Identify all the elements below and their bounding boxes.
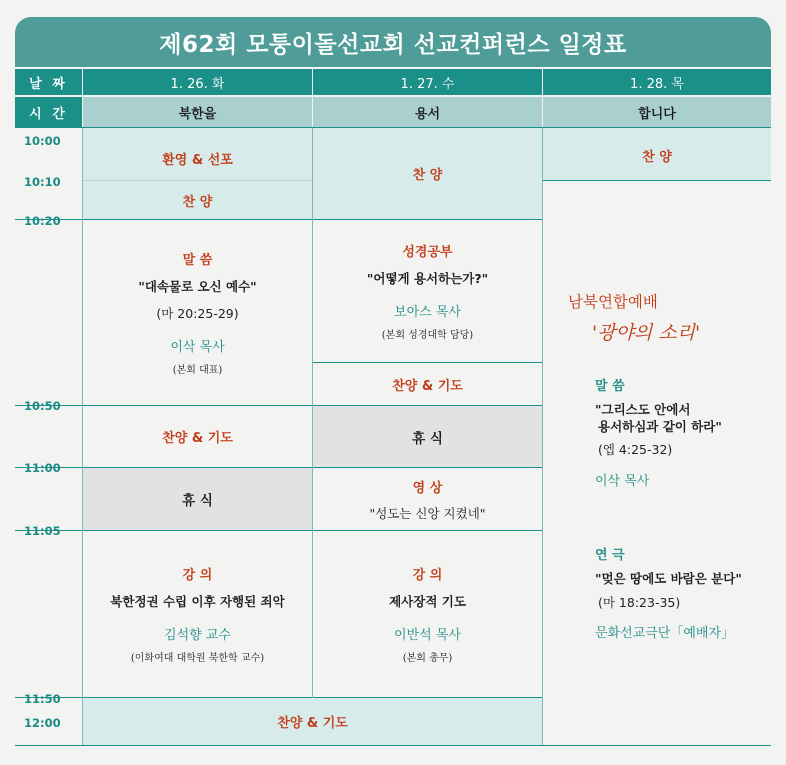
day2-praise-label: 찬 양 xyxy=(412,168,443,183)
day1-date: 1. 26. 화 xyxy=(83,69,312,95)
day1-word-title: "대속물로 오신 예수" xyxy=(138,279,257,294)
time-label: 11:00 xyxy=(24,461,61,475)
day2-theme: 용서 xyxy=(313,97,542,127)
day2-rest xyxy=(313,406,542,467)
day2-lecture-role: (본회 총무) xyxy=(402,653,453,664)
day1-word-role: (본회 대표) xyxy=(172,365,223,376)
time-label: 11:05 xyxy=(24,524,61,538)
day3-date: 1. 28. 목 xyxy=(543,69,771,95)
day2-rest-label: 휴 식 xyxy=(412,430,443,447)
day2-video-title: "성도는 신앙 지켰네" xyxy=(369,505,486,521)
day3-theme: 합니다 xyxy=(543,97,771,127)
time-label: 12:00 xyxy=(24,716,61,730)
day1-word-session xyxy=(83,220,312,405)
day3-drama-title: "멎은 땅에도 바람은 분다" xyxy=(595,571,742,586)
day1-lecture-label: 강 의 xyxy=(182,568,213,583)
grid-line xyxy=(15,745,771,746)
day1-word-label: 말 씀 xyxy=(182,253,213,268)
day2-study-label: 성경공부 xyxy=(402,245,453,260)
day3-word-ref: (엡 4:25-32) xyxy=(598,442,673,457)
time-label: 10:20 xyxy=(24,214,61,228)
day2-lecture-title: 제사장적 기도 xyxy=(389,594,466,609)
day2-praise-prayer-label: 찬양 & 기도 xyxy=(392,378,463,394)
day1-lecture-title: 북한정권 수립 이후 자행된 죄악 xyxy=(110,594,285,609)
day2-lecture-label: 강 의 xyxy=(412,568,443,583)
date-header-label: 날 짜 xyxy=(15,69,82,95)
day1-praise xyxy=(83,182,312,218)
day2-video xyxy=(313,468,542,530)
grid-line xyxy=(542,128,543,745)
day2-praise-prayer xyxy=(313,363,542,405)
day3-drama-label: 연 극 xyxy=(595,548,625,563)
day3-word-speaker: 이삭 목사 xyxy=(595,474,650,489)
day3-praise xyxy=(543,140,771,170)
day1-rest-label: 휴 식 xyxy=(182,493,213,509)
day2-praise xyxy=(313,128,542,219)
day1-lecture-role: (이화여대 대학원 북한학 교수) xyxy=(130,653,265,664)
day2-lecture-session xyxy=(313,531,542,697)
day1-welcome xyxy=(83,140,312,176)
day1-praise-label: 찬 양 xyxy=(182,194,213,210)
day2-date: 1. 27. 수 xyxy=(313,69,542,95)
closing-label: 찬양 & 기도 xyxy=(277,716,348,731)
page-title: 제62회 모퉁이돌선교회 선교컨퍼런스 일정표 xyxy=(15,17,771,67)
day1-theme: 북한을 xyxy=(83,97,312,127)
day3-worship-subtitle: '광야의 소리' xyxy=(592,322,701,344)
day1-welcome-label: 환영 & 선포 xyxy=(162,152,233,168)
time-label: 10:00 xyxy=(24,134,61,148)
time-label: 10:50 xyxy=(24,399,61,413)
day1-praise-prayer-label: 찬양 & 기도 xyxy=(162,431,233,446)
day3-drama-ref: (마 18:23-35) xyxy=(598,595,681,610)
time-label: 11:50 xyxy=(24,692,61,706)
day3-drama-group: 문화선교극단「예배자」 xyxy=(595,626,735,641)
day1-lecture-session xyxy=(83,531,312,697)
day1-word-ref: (마 20:25-29) xyxy=(156,306,239,321)
day1-praise-prayer xyxy=(83,406,312,467)
day3-word-title-1: "그리스도 안에서 xyxy=(595,402,691,417)
time-label: 10:10 xyxy=(24,175,61,189)
grid-line xyxy=(83,180,312,181)
day2-study-speaker: 보아스 목사 xyxy=(394,305,461,320)
day3-praise-label: 찬 양 xyxy=(642,149,672,165)
day3-word-label: 말 씀 xyxy=(595,379,625,394)
day1-rest xyxy=(83,468,312,530)
day2-study-session xyxy=(313,220,542,362)
day1-word-speaker: 이삭 목사 xyxy=(170,340,225,355)
day2-lecture-speaker: 이반석 목사 xyxy=(394,628,461,643)
day3-worship-title: 남북연합예배 xyxy=(568,293,658,311)
day3-word-title-2: 용서하심과 같이 하라" xyxy=(598,419,722,434)
grid-line xyxy=(543,180,771,181)
day2-study-role: (본회 성경대학 담당) xyxy=(381,330,474,341)
day2-video-label: 영 상 xyxy=(412,480,443,496)
day2-study-title: "어떻게 용서하는가?" xyxy=(366,271,489,286)
closing-praise-prayer xyxy=(83,698,542,745)
day1-lecture-speaker: 김석향 교수 xyxy=(164,628,231,643)
time-header-label: 시 간 xyxy=(15,97,82,127)
